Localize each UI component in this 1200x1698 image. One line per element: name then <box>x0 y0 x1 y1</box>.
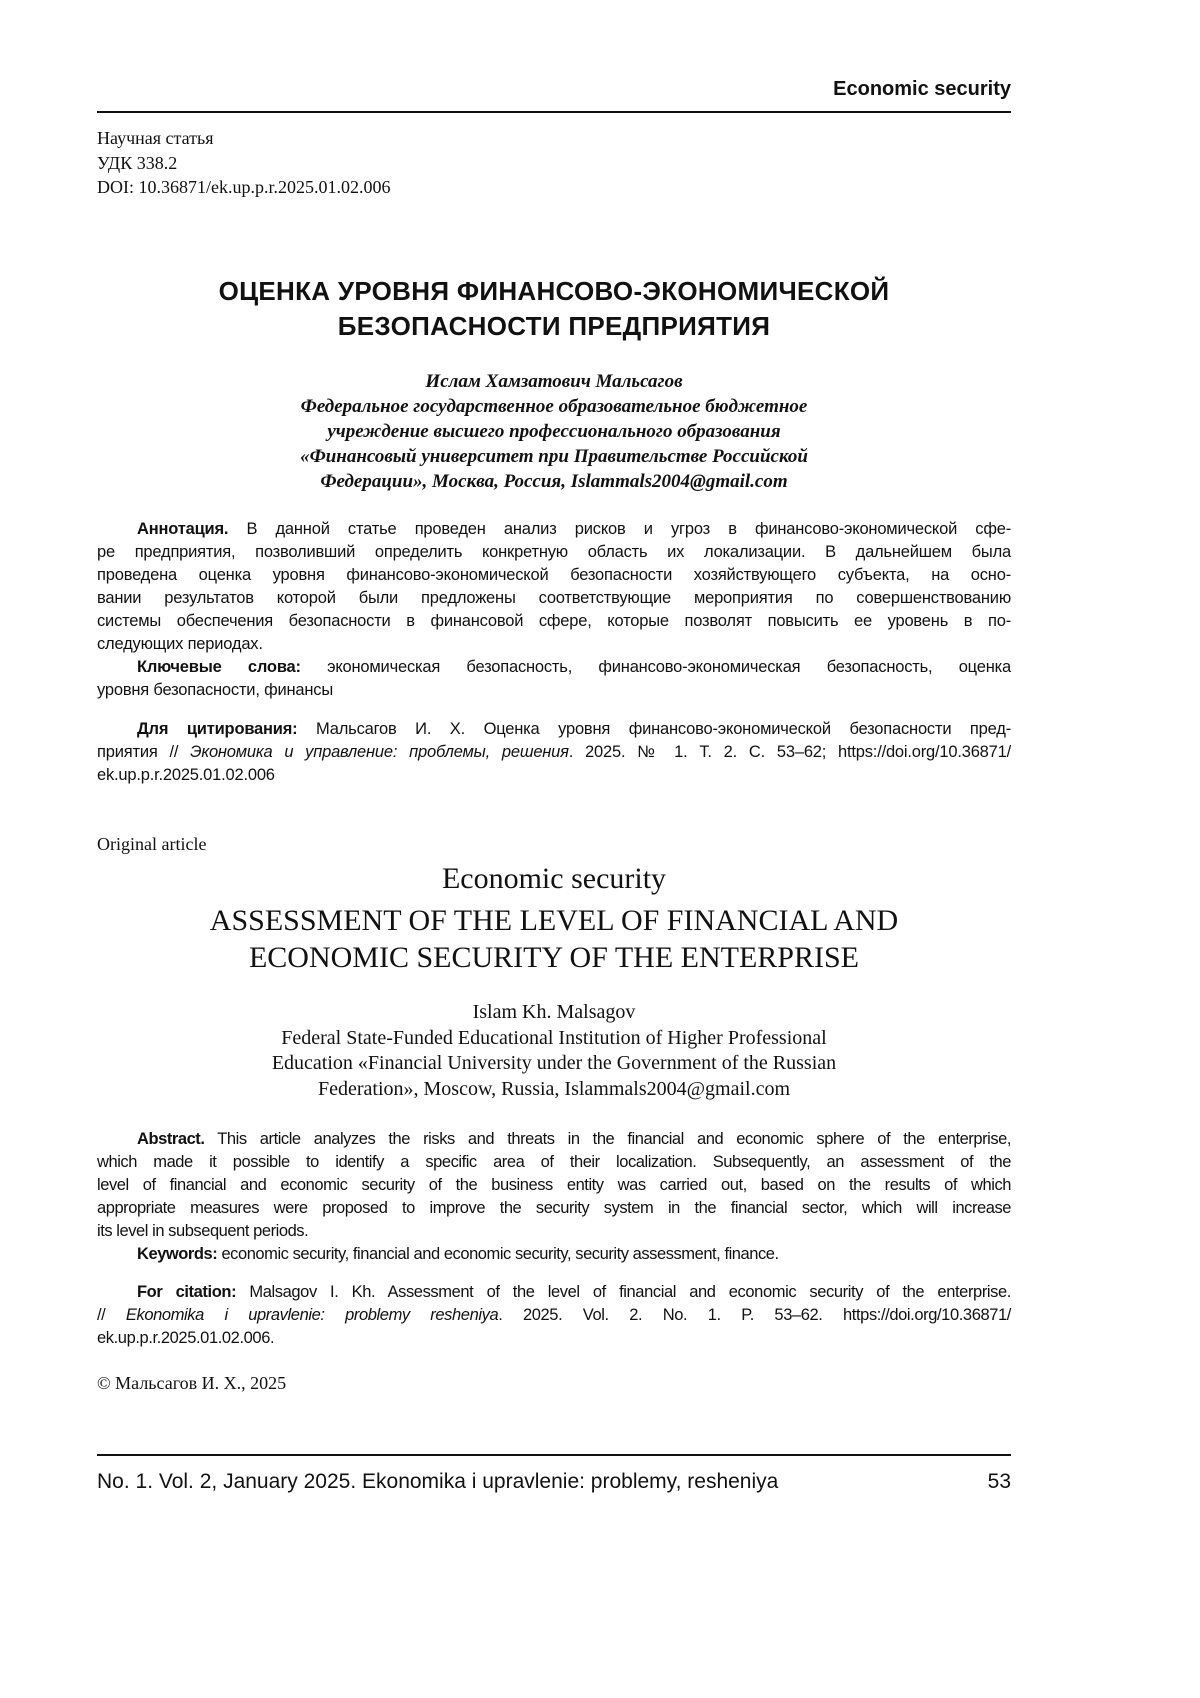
citation-ru <box>97 718 1011 787</box>
title-line: ОЦЕНКА УРОВНЯ ФИНАНСОВО-ЭКОНОМИЧЕСКОЙ <box>97 274 1011 309</box>
abstract-text: its level in subsequent periods. <box>97 1220 1011 1243</box>
affiliation-line: Education «Financial University under the Government of the Russian <box>97 1051 1011 1077</box>
author-name: Ислам Хамзатович Мальсагов <box>97 369 1011 394</box>
citation-text: Мальсагов И. Х. Оценка уровня финансово-экономической безопасности пред- <box>297 720 1011 738</box>
citation-en <box>97 1281 1011 1350</box>
title-ru <box>97 274 1011 344</box>
affiliation-line: Федерации», Москва, Россия, Islammals2004@gmail.com <box>97 469 1011 494</box>
original-article-label: Original article <box>97 834 206 855</box>
citation-doi[interactable]: . 2025. Vol. 2. No. 1. P. 53–62. https://doi.org/10.36871/ <box>498 1306 1011 1324</box>
title-line: ECONOMIC SECURITY OF THE ENTERPRISE <box>97 939 1011 976</box>
author-ru <box>97 369 1011 494</box>
running-header: Economic security <box>833 78 1011 101</box>
title-line: БЕЗОПАСНОСТИ ПРЕДПРИЯТИЯ <box>97 309 1011 344</box>
author-name: Islam Kh. Malsagov <box>97 1000 1011 1026</box>
affiliation-line: учреждение высшего профессионального образования <box>97 419 1011 444</box>
abstract-text: вании результатов которой были предложены соответствующие мероприятия по совершенствованию <box>97 587 1011 610</box>
affiliation-line: Federal State-Funded Educational Institution of Higher Professional <box>97 1026 1011 1052</box>
section-en: Economic security <box>97 862 1011 896</box>
header-rule <box>97 111 1011 113</box>
abstract-text: This article analyzes the risks and threats in the financial and economic sphere of the enterprise, <box>204 1130 1011 1148</box>
citation-text: Malsagov I. Kh. Assessment of the level of financial and economic security of the enterprise. <box>236 1283 1011 1301</box>
doi: DOI: 10.36871/ek.up.p.r.2025.01.02.006 <box>97 175 390 200</box>
keywords-text: economic security, financial and economic security, security assessment, finance. <box>217 1245 778 1263</box>
citation-text: // <box>97 1306 126 1324</box>
keywords-text: уровня безопасности, финансы <box>97 679 1011 702</box>
udc: УДК 338.2 <box>97 151 390 176</box>
abstract-label: Abstract. <box>137 1130 204 1148</box>
citation-label: Для цитирования: <box>137 720 297 738</box>
abstract-text: системы обеспечения безопасности в финансовой сфере, которые позволят повысить ее уровень в по- <box>97 610 1011 633</box>
citation-doi[interactable]: ek.up.p.r.2025.01.02.006 <box>97 764 1011 787</box>
abstract-text: which made it possible to identify a specific area of their localization. Subsequently, an assessment of the <box>97 1151 1011 1174</box>
journal-name: Экономика и управление: проблемы, решения <box>190 743 569 761</box>
abstract-text: следующих периодах. <box>97 633 1011 656</box>
author-en <box>97 1000 1011 1102</box>
abstract-text: level of financial and economic security of the business entity was carried out, based on the results of which <box>97 1174 1011 1197</box>
citation-doi[interactable]: ek.up.p.r.2025.01.02.006. <box>97 1327 1011 1350</box>
copyright: © Мальсагов И. Х., 2025 <box>97 1373 286 1394</box>
citation-doi[interactable]: . 2025. № 1. Т. 2. С. 53–62; https://doi.org/10.36871/ <box>569 743 1011 761</box>
keywords-label: Keywords: <box>137 1245 217 1263</box>
article-type: Научная статья <box>97 126 390 151</box>
article-meta <box>97 126 390 200</box>
page-number: 53 <box>988 1470 1011 1494</box>
title-en <box>97 902 1011 976</box>
abstract-text: проведена оценка уровня финансово-экономической безопасности хозяйствующего субъекта, на осно- <box>97 564 1011 587</box>
abstract-text: ре предприятия, позволивший определить конкретную область их локализации. В дальнейшем была <box>97 541 1011 564</box>
abstract-label: Аннотация. <box>137 520 228 538</box>
affiliation-line: Федеральное государственное образовательное бюджетное <box>97 394 1011 419</box>
affiliation-line: «Финансовый университет при Правительстве Российской <box>97 444 1011 469</box>
journal-name: Ekonomika i upravlenie: problemy resheniya <box>126 1306 498 1324</box>
citation-text: приятия // <box>97 743 190 761</box>
footer-rule <box>97 1454 1011 1456</box>
affiliation-line: Federation», Moscow, Russia, Islammals2004@gmail.com <box>97 1077 1011 1103</box>
abstract-text: appropriate measures were proposed to improve the security system in the financial sector, which will increase <box>97 1197 1011 1220</box>
keywords-text: экономическая безопасность, финансово-экономическая безопасность, оценка <box>301 658 1011 676</box>
footer-journal: No. 1. Vol. 2, January 2025. Ekonomika i upravlenie: problemy, resheniya <box>97 1470 778 1494</box>
title-line: ASSESSMENT OF THE LEVEL OF FINANCIAL AND <box>97 902 1011 939</box>
abstract-text: В данной статье проведен анализ рисков и угроз в финансово-экономической сфе- <box>228 520 1011 538</box>
abstract-en <box>97 1128 1011 1266</box>
abstract-ru <box>97 518 1011 702</box>
keywords-label: Ключевые слова: <box>137 658 301 676</box>
citation-label: For citation: <box>137 1283 236 1301</box>
